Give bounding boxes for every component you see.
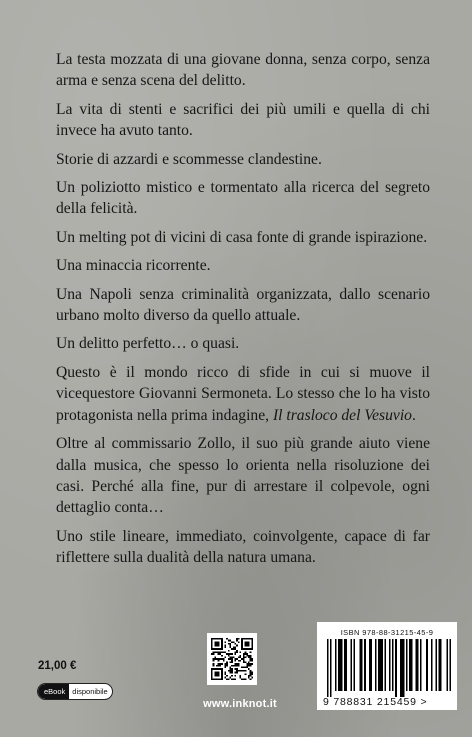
website-url: www.inknot.it [203,698,277,710]
available-label: disponibile [72,687,108,696]
blurb-paragraph: Un delitto perfetto… o quasi. [56,335,240,353]
blurb-paragraph: Oltre al commissario Zollo, il suo più grande aiuto viene dalla musica, che spesso lo orienta nella risoluzione dei casi. Perché alla fine, pur di arrestare il colpevole, ogni dettaglio conta… [56,435,430,517]
blurb-text: . [411,406,416,424]
back-cover-blurb [56,49,430,576]
ebook-badge [37,683,113,700]
blurb-text: Questo è il mondo ricco di sfide in cui si muove il vicequestore Giovanni Sermoneta. Lo stesso che lo ha visto protagonista nella prima indagine, [56,363,430,424]
blurb-paragraph [56,362,430,426]
barcode-icon [323,639,451,697]
price-label: 21,00 € [38,660,77,672]
blurb-paragraph: Storie di azzardi e scommesse clandestine. [56,150,322,168]
qr-code-icon [207,633,257,685]
previous-book-title: Il trasloco del Vesuvio [272,406,412,424]
blurb-paragraph: Un poliziotto mistico e tormentato alla ricerca del segreto della felicità. [56,179,430,218]
blurb-paragraph: Una Napoli senza criminalità organizzata, dallo scenario urbano molto diverso da quello attuale. [56,285,430,325]
blurb-paragraph: La vita di stenti e sacrifici dei più umili e quella di chi invece ha avuto tanto. [56,100,430,140]
isbn-label: ISBN 978-88-31215-45-9 [340,628,434,637]
blurb-paragraph: Una minaccia ricorrente. [56,257,211,275]
isbn-barcode [317,622,457,710]
ean-digits: 9 788831 215459 > [323,696,428,708]
ebook-label: eBook [38,684,69,699]
blurb-paragraph: Uno stile lineare, immediato, coinvolgente, capace di far riflettere sulla dualità della natura umana. [56,527,430,567]
blurb-paragraph: La testa mozzata di una giovane donna, senza corpo, senza arma e senza scena del delitto. [56,51,430,90]
blurb-paragraph: Un melting pot di vicini di casa fonte di grande ispirazione. [56,228,428,246]
